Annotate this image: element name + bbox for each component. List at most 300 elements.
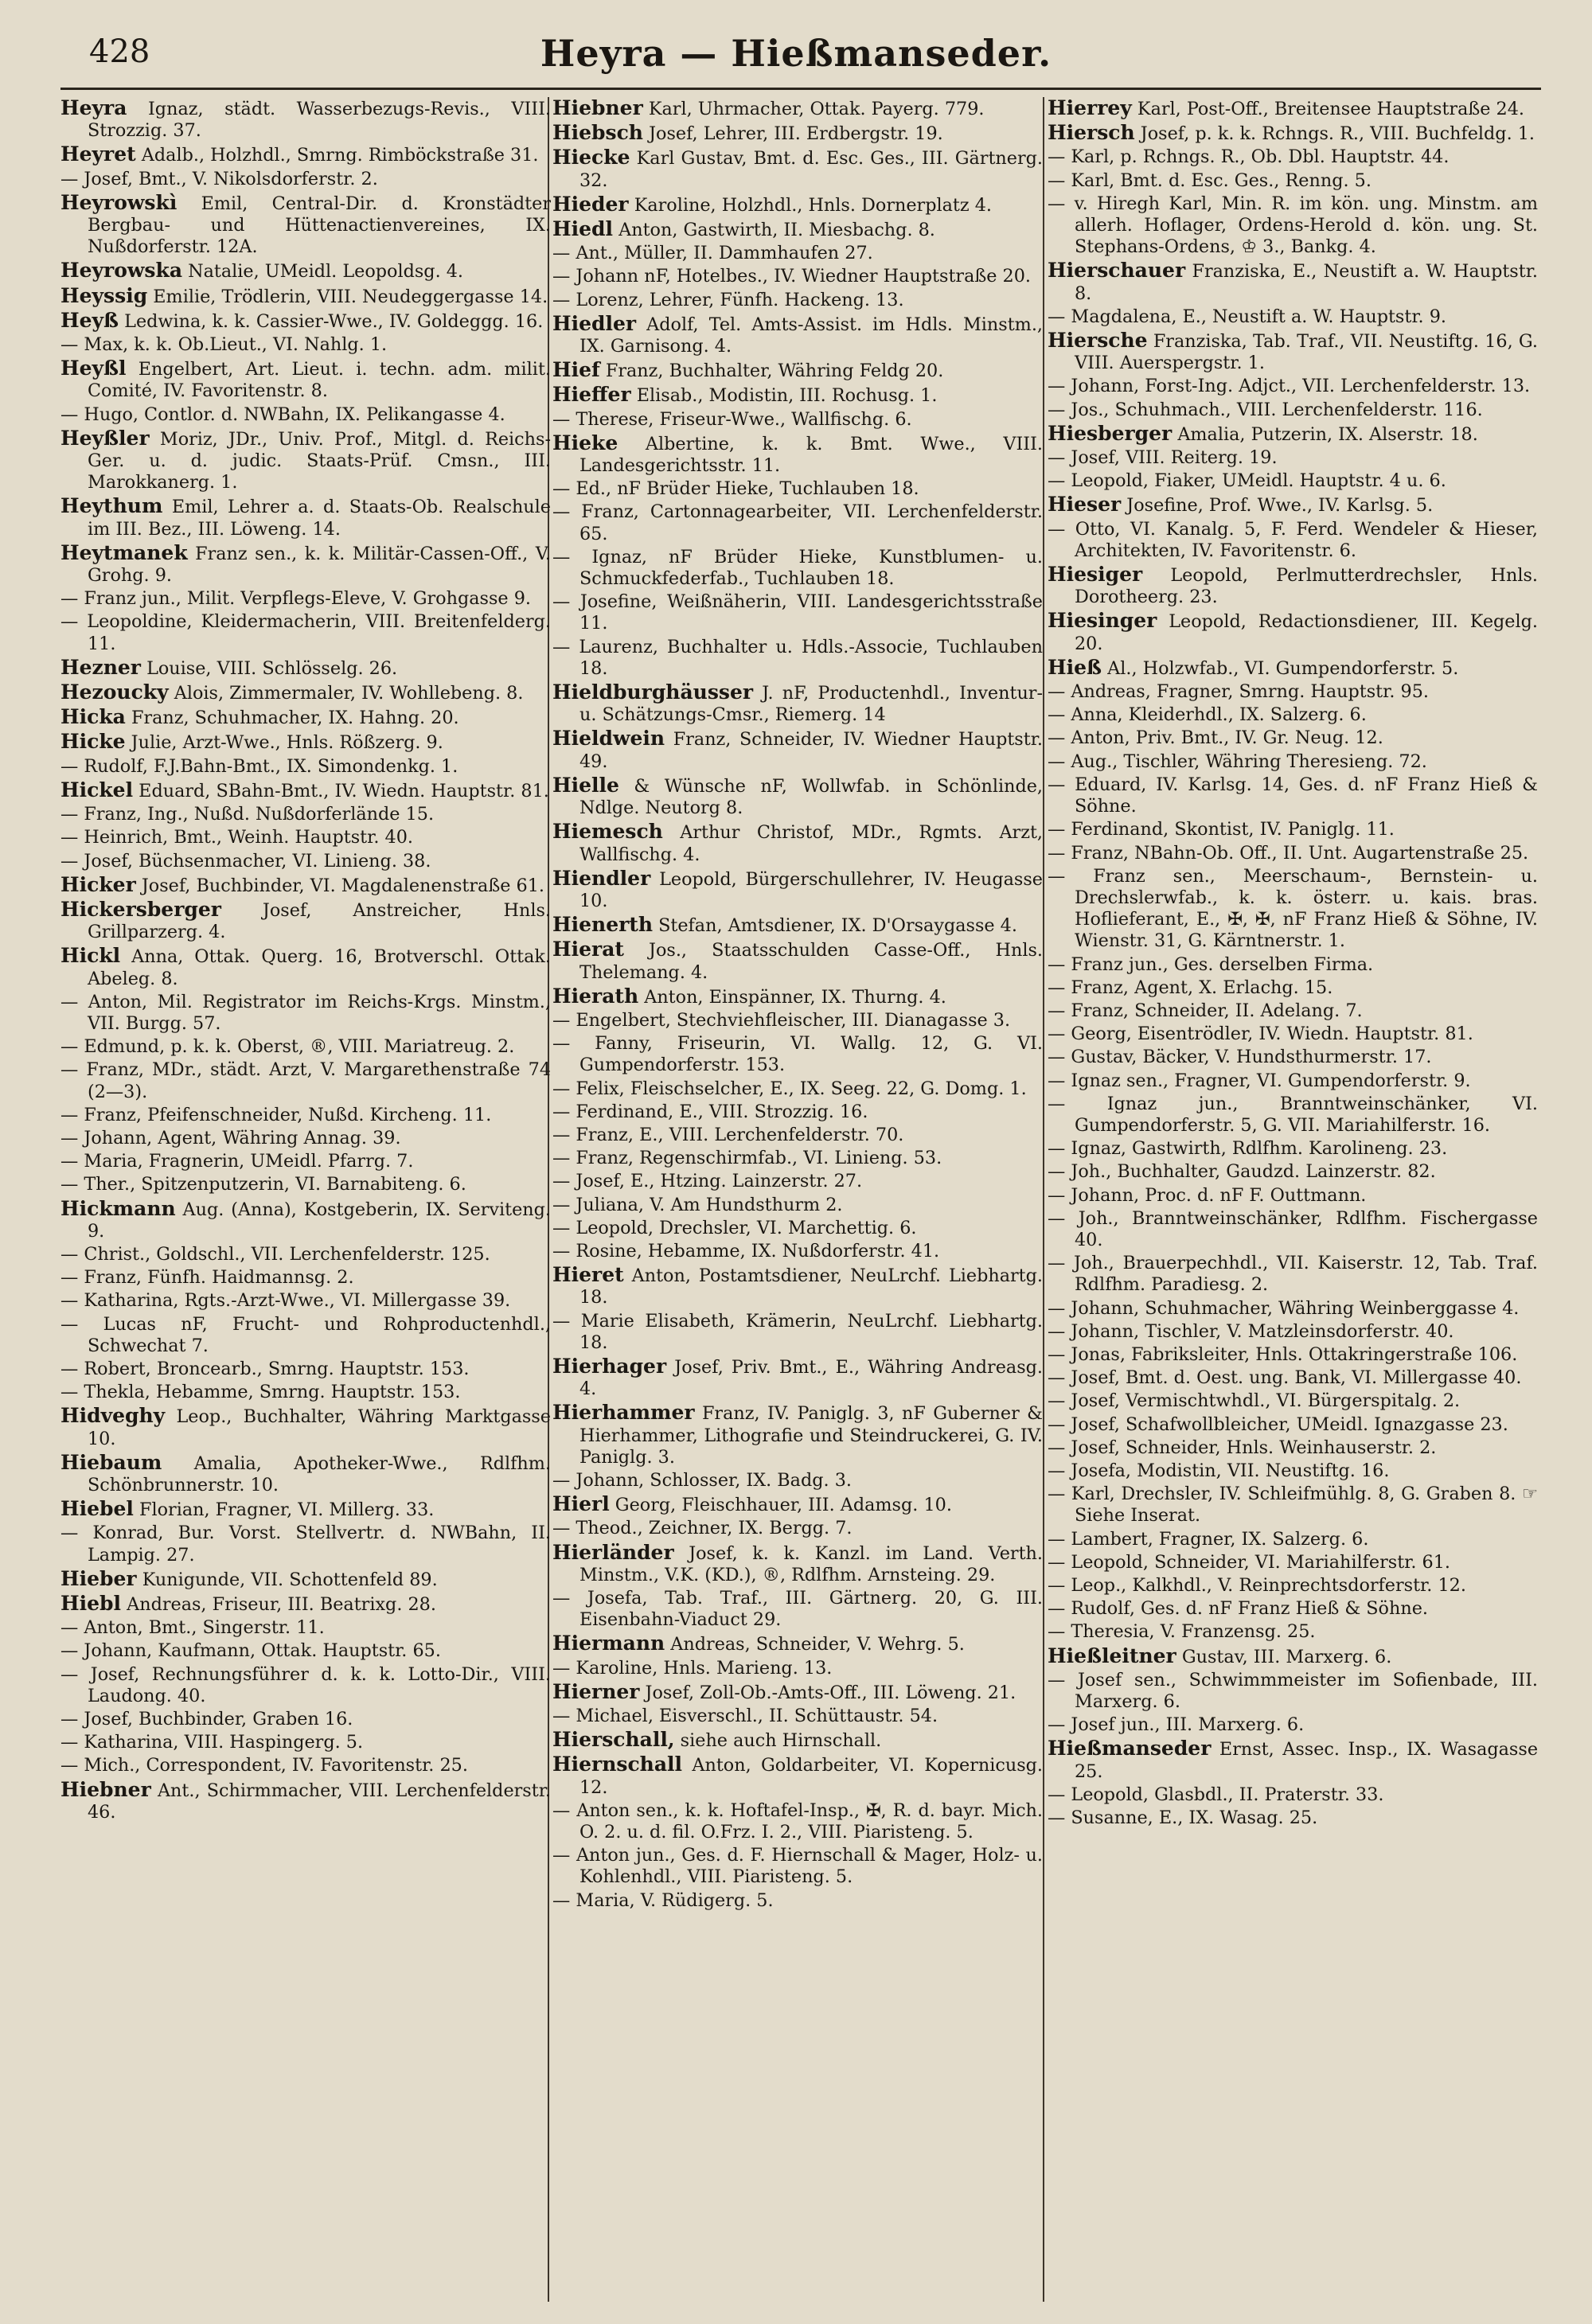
entry-details: Louise, VIII. Schlösselg. 26. [146,657,398,679]
entry-details: Josef, k. k. Kanzl. im Land. Verth. Minstm., V.K. (KD.), ®, Rdlfhm. Arnsteing. 29. [579,1542,1043,1585]
directory-entry [60,756,551,778]
directory-entry [552,1800,1043,1843]
entry-surname: Hieder [552,192,629,216]
entry-details: — Lambert, Fragner, IX. Salzerg. 6. [1048,1528,1369,1550]
entry-details: & Wünsche nF, Wollwfab. in Schönlinde, Ndlge. Neutorg 8. [579,775,1043,819]
entry-details: — Josef, Schneider, Hnls. Weinhauserstr. 2. [1048,1437,1437,1458]
directory-entry [60,143,551,166]
directory-entry [60,169,551,190]
entry-details: Aug. (Anna), Kostgeberin, IX. Serviteng. 9. [88,1199,551,1242]
directory-entry [60,945,551,989]
entry-details: Julie, Arzt-Wwe., Hnls. Rößzerg. 9. [131,732,443,754]
entry-details: — Josef, E., Htzing. Lainzerstr. 27. [552,1171,863,1192]
entry-details: Leop., Buchhalter, Währing Marktgasse 10. [88,1406,551,1449]
entry-details: Franz, Buchhalter, Währing Feldg 20. [605,361,944,382]
entry-surname: Hickel [60,778,134,801]
directory-entry [1048,1321,1538,1343]
entry-details: Franziska, E., Neustift a. W. Hauptstr. 8. [1075,261,1538,304]
entry-details: — Josefa, Tab. Traf., III. Gärtnerg. 20, G. III. Eisenbahn-Viaduct 29. [552,1588,1043,1631]
directory-entry [1048,866,1538,953]
directory-entry [552,774,1043,819]
entry-details: — Leopold, Fiaker, UMeidl. Hauptstr. 4 u. 6. [1048,470,1446,492]
entry-details: — Josef, Vermischtwhdl., VI. Bürgerspitalg. 2. [1048,1390,1461,1412]
directory-entry [552,1470,1043,1491]
directory-entry [552,1102,1043,1123]
entry-details: — Johann, Tischler, V. Matzleinsdorferstr. 40. [1048,1320,1454,1342]
column-2 [552,97,1043,2302]
directory-entry [552,1753,1043,1798]
entry-surname: Hierschall, [552,1728,675,1752]
directory-entry [1048,563,1538,608]
directory-entry [60,1593,551,1616]
directory-entry [1048,1414,1538,1436]
directory-entry [1048,774,1538,817]
entry-details: — Franz, Cartonnagearbeiter, VII. Lerchenfelderstr. 65. [552,501,1043,544]
directory-entry [60,1523,551,1566]
entry-surname: Hiebl [60,1592,122,1615]
page-number: 428 [89,33,150,70]
directory-entry [1048,1161,1538,1183]
directory-entry [60,827,551,848]
entry-details: Amalia, Apotheker-Wwe., Rdlfhm. Schönbrunnerstr. 10. [88,1452,551,1495]
directory-entry [552,1493,1043,1516]
entry-surname: Hierländer [552,1540,674,1564]
entry-details: — Johann, Agent, Währing Annag. 39. [60,1127,401,1148]
entry-surname: Hießmanseder [1048,1737,1212,1761]
directory-entry [60,1709,551,1730]
entry-details: — Robert, Broncearb., Smrng. Hauptstr. 153. [60,1358,470,1379]
entry-details: — Franz, Schneider, II. Adelang. 7. [1048,1000,1363,1021]
directory-entry [60,1498,551,1521]
entry-details: — Josefine, Weißnäherin, VIII. Landesgerichtsstraße 11. [552,591,1043,634]
entry-details: siehe auch Hirnschall. [680,1730,882,1752]
entry-details: — Christ., Goldschl., VII. Lerchenfelderstr. 125. [60,1243,490,1265]
entry-surname: Hiedler [552,311,637,335]
directory-entry [60,992,551,1035]
entry-surname: Hierrey [1048,97,1132,119]
entry-details: — Marie Elisabeth, Krämerin, NeuLrchf. Liebhartg. 18. [552,1310,1043,1353]
entry-surname: Hieret [552,1263,624,1287]
entry-details: — Ed., nF Brüder Hieke, Tuchlauben 18. [552,478,919,500]
entry-surname: Hezner [60,655,141,679]
entry-surname: Hieffer [552,383,631,407]
entry-surname: Hiermann [552,1632,665,1655]
entry-surname: Hickl [60,944,121,968]
directory-entry [1048,470,1538,492]
entry-surname: Heyssig [60,283,148,307]
entry-details: — Theod., Zeichner, IX. Bergg. 7. [552,1518,853,1539]
entry-details: Josef, Priv. Bmt., E., Währing Andreasg. 4. [579,1356,1043,1400]
directory-entry [60,1755,551,1776]
entry-surname: Hierat [552,938,624,961]
directory-entry [1048,1621,1538,1643]
directory-entry [552,1078,1043,1100]
directory-entry [552,985,1043,1008]
directory-entry [1048,1390,1538,1412]
entry-details: — Franz, Pfeifenschneider, Nußd. Kircheng. 11. [60,1104,492,1125]
entry-details: — Susanne, E., IX. Wasag. 25. [1048,1807,1318,1829]
entry-details: — Leopold, Glasbdl., II. Praterstr. 33. [1048,1784,1384,1805]
directory-entry [1048,1344,1538,1366]
directory-entry [60,851,551,872]
entry-details: — Lorenz, Lehrer, Fünfh. Hackeng. 13. [552,289,904,310]
entry-details: — Fanny, Friseurin, VI. Wallg. 12, G. VI. Gumpendorferstr. 153. [552,1033,1043,1076]
entry-details: Josef, Buchbinder, VI. Magdalenenstraße 61. [141,875,544,896]
entry-details: Karl, Uhrmacher, Ottak. Payerg. 779. [648,99,985,119]
entry-surname: Hiedl [552,217,614,241]
directory-entry [60,1151,551,1172]
entry-details: — Rosine, Hebamme, IX. Nußdorferstr. 41. [552,1240,940,1261]
entry-surname: Heyrowskì [60,190,178,214]
directory-entry [552,938,1043,983]
entry-surname: Hieser [1048,493,1122,517]
entry-surname: Hieldburghäusser [552,680,754,704]
directory-entry [552,478,1043,500]
directory-entry [552,1171,1043,1192]
directory-entry [1048,376,1538,397]
entry-details: Jos., Staatsschulden Casse-Off., Hnls. Thelemang. 4. [579,940,1043,983]
directory-entry [60,1290,551,1312]
entry-details: — Katharina, Rgts.-Arzt-Wwe., VI. Millergasse 39. [60,1290,511,1312]
entry-surname: Hickersberger [60,897,221,921]
directory-entry [1048,146,1538,168]
entry-surname: Heythum [60,494,163,518]
directory-entry [552,1241,1043,1262]
directory-entry [60,1617,551,1639]
directory-entry [1048,493,1538,517]
directory-entry [552,1890,1043,1912]
entry-surname: Hieß [1048,655,1102,679]
entry-details: Karl, Post-Off., Breitensee Hauptstraße 24. [1137,99,1524,119]
entry-details: Arthur Christof, MDr., Rgmts. Arzt, Wallfischg. 4. [579,822,1043,865]
directory-entry [60,1359,551,1380]
directory-entry [60,495,551,540]
directory-entry [552,1632,1043,1655]
entry-details: Alois, Zimmermaler, IV. Wohllebeng. 8. [174,683,524,704]
entry-details: — Johann, Schuhmacher, Währing Weinberggasse 4. [1048,1297,1520,1319]
entry-details: Anna, Ottak. Querg. 16, Brotverschl. Ottak. Abeleg. 8. [88,946,551,989]
entry-details: Kunigunde, VII. Schottenfeld 89. [142,1569,438,1590]
directory-entry [1048,977,1538,999]
directory-entry [1048,447,1538,469]
entry-details: Josef, Lehrer, III. Erdbergstr. 19. [649,123,943,145]
entry-details: — Franz, Regenschirmfab., VI. Linieng. 53. [552,1148,942,1169]
directory-entry [552,1681,1043,1704]
directory-entry [1048,1552,1538,1573]
directory-entry [552,1542,1043,1586]
entry-details: Franziska, Tab. Traf., VII. Neustiftg. 16, G. VIII. Auerspergstr. 1. [1075,331,1538,374]
entry-details: — Josef jun., III. Marxerg. 6. [1048,1714,1305,1736]
entry-details: — Ther., Spitzenputzerin, VI. Barnabiteng. 6. [60,1174,466,1195]
entry-details: Amalia, Putzerin, IX. Alserstr. 18. [1177,423,1478,445]
entry-details: Emil, Central-Dir. d. Kronstädter Bergbau- und Hüttenactienvereines, IX. Nußdorferstr. 12A. [88,193,551,258]
entry-details: — Karl, Drechsler, IV. Schleifmühlg. 8, G. Graben 8. ☞ Siehe Inserat. [1048,1484,1538,1527]
entry-details: Ignaz, städt. Wasserbezugs-Revis., VIII. Strozzig. 37. [88,99,551,142]
entry-details: — Edmund, p. k. k. Oberst, ®, VIII. Mariatreug. 2. [60,1036,515,1058]
directory-entry [552,193,1043,216]
entry-details: — Ferdinand, Skontist, IV. Paniglg. 11. [1048,819,1395,840]
entry-details: Albertine, k. k. Bmt. Wwe., VIII. Landesgerichtsstr. 11. [579,433,1043,477]
entry-details: — Johann, Proc. d. nF F. Outtmann. [1048,1184,1367,1206]
entry-surname: Hiebaum [60,1450,162,1474]
entry-details: — Josef, VIII. Reiterg. 19. [1048,447,1278,469]
entry-surname: Heyret [60,142,136,166]
directory-entry [552,727,1043,772]
entry-details: — Johann, Schlosser, IX. Badg. 3. [552,1469,852,1491]
entry-surname: Hiersch [1048,121,1135,145]
entry-details: Leopold, Bürgerschullehrer, IV. Heugasse 10. [579,868,1043,911]
directory-entry [552,122,1043,145]
entry-details: — Michael, Eisverschl., II. Schüttaustr. 54. [552,1706,938,1727]
directory-entry [1048,1460,1538,1482]
entry-surname: Hierl [552,1492,610,1516]
entry-surname: Hierhager [552,1354,667,1378]
entry-surname: Hiesiger [1048,563,1143,587]
entry-surname: Heyßler [60,426,150,450]
entry-details: Al., Holzwfab., VI. Gumpendorferstr. 5. [1107,657,1459,679]
directory-entry [1048,1367,1538,1389]
entry-surname: Hiesberger [1048,421,1173,445]
entry-details: Leopold, Redactionsdiener, III. Kegelg. 20. [1075,611,1538,654]
entry-surname: Heyß [60,308,119,332]
directory-entry [552,914,1043,937]
directory-entry [60,779,551,802]
directory-entry [1048,727,1538,749]
directory-entry [552,1195,1043,1216]
entry-details: — Joh., Brauerpechhdl., VII. Kaiserstr. 12, Tab. Traf. Rdlfhm. Paradiesg. 2. [1048,1253,1538,1296]
directory-entry [60,706,551,729]
directory-entry [1048,657,1538,680]
entry-details: Gustav, III. Marxerg. 6. [1181,1646,1392,1667]
directory-entry [552,1355,1043,1400]
entry-details: — Jonas, Fabriksleiter, Hnls. Ottakringerstraße 106. [1048,1343,1518,1365]
entry-surname: Heytmanek [60,540,188,564]
entry-details: — Franz, NBahn-Ob. Off., II. Unt. Augartenstraße 25. [1048,842,1529,864]
entry-details: — Franz, MDr., städt. Arzt, V. Margarethenstraße 74 (2—3). [60,1059,551,1102]
directory-entry [60,1452,551,1496]
directory-entry [60,1128,551,1149]
directory-entry [1048,704,1538,726]
entry-surname: Hiemesch [552,820,663,844]
entry-details: — Juliana, V. Am Hundsthurm 2. [552,1194,843,1215]
directory-entry [60,1779,551,1823]
entry-surname: Heyrowska [60,259,183,283]
entry-surname: Hiebner [60,1777,151,1801]
directory-entry [1048,1070,1538,1092]
directory-entry [1048,819,1538,840]
entry-surname: Hidveghy [60,1404,166,1428]
entry-surname: Hickmann [60,1196,176,1220]
entry-details: — Ignaz, nF Brüder Hieke, Kunstblumen- u. Schmuckfederfab., Tuchlauben 18. [552,546,1043,590]
directory-entry [1048,1598,1538,1620]
entry-surname: Hießleitner [1048,1644,1176,1667]
entry-details: — Mich., Correspondent, IV. Favoritenstr. 25. [60,1755,468,1776]
entry-details: — Lucas nF, Frucht- und Rohproductenhdl., Schwechat 7. [60,1313,551,1356]
entry-details: — Theresia, V. Franzensg. 25. [1048,1621,1316,1643]
entry-details: — Leopold, Drechsler, VI. Marchettig. 6. [552,1217,917,1238]
entry-details: Franz, Schneider, IV. Wiedner Hauptstr. 49. [579,729,1043,772]
entry-details: Ant., Schirmmacher, VIII. Lerchenfelderstr. 46. [88,1780,551,1823]
entry-details: Andreas, Friseur, III. Beatrixg. 28. [127,1594,436,1615]
directory-entry [1048,1208,1538,1251]
directory-entry [552,266,1043,287]
directory-entry [1048,519,1538,562]
entry-details: — Gustav, Bäcker, V. Hundsthurmerstr. 17. [1048,1047,1432,1068]
entry-details: — Hugo, Contlor. d. NWBahn, IX. Pelikangasse 4. [60,404,505,425]
directory-entry [60,1174,551,1195]
directory-entry [60,1732,551,1753]
page-header [0,33,1592,89]
directory-entry [60,731,551,754]
entry-surname: Hiebel [60,1497,134,1521]
entry-details: Natalie, UMeidl. Leopoldsg. 4. [188,261,464,283]
entry-details: — Josef, Büchsenmacher, VI. Linieng. 38. [60,850,431,872]
entry-details: — Johann nF, Hotelbes., IV. Wiedner Hauptstraße 20. [552,266,1032,287]
entry-details: Franz, IV. Paniglg. 3, nF Guberner & Hierhammer, Lithografie und Steindruckerei, G. IV. Paniglg. 3. [579,1403,1043,1468]
directory-entry [1048,751,1538,773]
entry-details: Andreas, Schneider, V. Wehrg. 5. [670,1634,965,1655]
entry-details: Anton, Postamtsdiener, NeuLrchf. Liebhartg. 18. [579,1265,1043,1308]
entry-details: — Aug., Tischler, Währing Theresieng. 72. [1048,751,1427,772]
entry-surname: Hierath [552,984,639,1008]
directory-entry [552,681,1043,726]
entry-details: — Thekla, Hebamme, Smrng. Hauptstr. 153. [60,1382,461,1403]
entry-details: — Josefa, Modistin, VII. Neustiftg. 16. [1048,1460,1390,1481]
directory-entry [1048,1138,1538,1160]
directory-entry [1048,97,1538,120]
entry-details: — Leopold, Schneider, VI. Mariahilferstr. 61. [1048,1551,1451,1573]
entry-details: — Georg, Eisentrödler, IV. Wiedn. Hauptstr. 81. [1048,1024,1473,1045]
entry-details: Josef, Anstreicher, Hnls. Grillparzerg. 4. [88,899,551,943]
directory-entry [60,259,551,283]
directory-entry [60,1105,551,1126]
entry-surname: Hiebsch [552,121,643,145]
directory-entry [60,310,551,333]
directory-entry [552,97,1043,120]
directory-entry [552,313,1043,357]
entry-surname: Hierschauer [1048,259,1186,283]
entry-details: — Felix, Fleischselcher, E., IX. Seeg. 22, G. Domg. 1. [552,1078,1027,1099]
entry-details: Adalb., Holzhdl., Smrng. Rimböckstraße 31. [141,145,539,166]
directory-entry [552,1033,1043,1076]
directory-entry [60,874,551,897]
entry-details: — Josef, Bmt., V. Nikolsdorferstr. 2. [60,168,378,189]
entry-details: — Anton, Mil. Registrator im Reichs-Krgs. Minstm., VII. Burgg. 57. [60,991,551,1034]
directory-entry [1048,1484,1538,1527]
entry-details: — Joh., Buchhalter, Gaudzd. Lainzerstr. 82. [1048,1161,1436,1183]
entry-details: — Therese, Friseur-Wwe., Wallfischg. 6. [552,408,912,430]
directory-entry [552,591,1043,634]
directory-entry [1048,423,1538,446]
directory-entry [552,547,1043,590]
directory-entry [60,1267,551,1289]
directory-entry [1048,193,1538,259]
directory-entry [1048,1094,1538,1137]
directory-entry [1048,400,1538,421]
entry-surname: Hezoucky [60,680,169,704]
directory-entry [1048,1253,1538,1296]
entry-details: — Josef, Schafwollbleicher, UMeidl. Ignazgasse 23. [1048,1414,1508,1435]
directory-entry [552,1148,1043,1169]
entry-details: — Leopoldine, Kleidermacherin, VIII. Breitenfelderg. 11. [60,611,551,654]
directory-entry [1048,1298,1538,1320]
directory-entry [1048,1185,1538,1207]
directory-entry [1048,1807,1538,1829]
entry-details: — Ignaz sen., Fragner, VI. Gumpendorferstr. 9. [1048,1070,1471,1091]
entry-details: Josef, p. k. k. Rchngs. R., VIII. Buchfeldg. 1. [1140,123,1535,145]
directory-entry [552,243,1043,264]
entry-details: — Anton sen., k. k. Hoftafel-Insp., ✠, R. d. bayr. Mich. O. 2. u. d. fil. O.Frz. I. 2., VIII. Piaristeng. 5. [552,1800,1043,1843]
entry-details: Eduard, SBahn-Bmt., IV. Wiedn. Hauptstr. 81. [139,780,549,801]
directory-entry [552,1218,1043,1239]
directory-entry [60,1036,551,1058]
entry-details: Karoline, Holzhdl., Hnls. Dornerplatz 4. [634,194,992,216]
directory-entry [552,1729,1043,1752]
directory-entry [552,409,1043,431]
entry-details: — Eduard, IV. Karlsg. 14, Ges. d. nF Franz Hieß & Söhne. [1048,774,1538,817]
entry-details: — Josef, Rechnungsführer d. k. k. Lotto-Dir., VIII. Laudong. 40. [60,1663,551,1706]
entry-details: — Katharina, VIII. Haspingerg. 5. [60,1732,364,1753]
entry-surname: Hicke [60,730,126,754]
directory-entry [552,1311,1043,1354]
entry-surname: Hiendler [552,866,651,890]
page-title: Heyra — Hießmanseder. [540,32,1052,75]
entry-details: — Franz, E., VIII. Lerchenfelderstr. 70. [552,1124,904,1145]
directory-entry [1048,1737,1538,1782]
entry-details: — Ferdinand, E., VIII. Strozzig. 16. [552,1101,868,1122]
entry-surname: Hief [552,358,600,382]
directory-entry [1048,1000,1538,1022]
entry-details: Josef, Zoll-Ob.-Amts-Off., III. Löweng. 21. [645,1682,1016,1703]
entry-details: — Franz jun., Milit. Verpflegs-Eleve, V. Grohgasse 9. [60,588,531,610]
entry-details: Josefine, Prof. Wwe., IV. Karlsg. 5. [1126,495,1434,517]
entry-details: — Josef, Bmt. d. Oest. ung. Bank, VI. Millergasse 40. [1048,1367,1522,1389]
entry-details: — Josef sen., Schwimmmeister im Sofienbade, III. Marxerg. 6. [1048,1669,1538,1713]
entry-details: — v. Hiregh Karl, Min. R. im kön. ung. Minstm. am allerh. Hoflager, Ordens-Herold d. kön. ung. St. Stephans-Ordens, ♔ 3., Bankg. 4. [1048,193,1538,258]
entry-details: — Karl, p. Rchngs. R., Ob. Dbl. Hauptstr. 44. [1048,146,1450,168]
directory-entry [60,804,551,825]
entry-details: — Anton, Bmt., Singerstr. 11. [60,1617,325,1639]
entry-details: — Franz, Fünfh. Haidmannsg. 2. [60,1267,354,1289]
directory-entry [1048,1024,1538,1045]
directory-entry [60,1640,551,1662]
directory-entry [1048,1670,1538,1713]
entry-details: Franz, Schuhmacher, IX. Hahng. 20. [131,708,459,729]
directory-entry [552,1518,1043,1539]
directory-entry [1048,610,1538,654]
entry-details: — Max, k. k. Ob.Lieut., VI. Nahlg. 1. [60,334,388,356]
directory-entry [60,1059,551,1102]
entry-details: Anton, Einspänner, IX. Thurng. 4. [644,986,946,1008]
directory-entry [1048,1047,1538,1068]
entry-details: Georg, Fleischhauer, III. Adamsg. 10. [615,1495,952,1516]
entry-details: — Anton, Priv. Bmt., IV. Gr. Neug. 12. [1048,727,1383,749]
directory-entry [552,1658,1043,1679]
directory-entry [552,501,1043,544]
entry-surname: Hieke [552,431,618,454]
entry-details: — Leop., Kalkhdl., V. Reinprechtsdorferstr. 12. [1048,1575,1466,1596]
entry-details: — Maria, Fragnerin, UMeidl. Pfarrg. 7. [60,1151,414,1172]
entry-details: — Rudolf, Ges. d. nF Franz Hieß & Söhne. [1048,1598,1428,1620]
header-rule [60,88,1541,90]
directory-entry [1048,306,1538,328]
entry-details: Karl Gustav, Bmt. d. Esc. Ges., III. Gärtnerg. 32. [579,148,1043,191]
entry-surname: Hielle [552,773,619,797]
directory-entry [1048,259,1538,304]
directory-entry [1048,681,1538,703]
directory-entry [60,1314,551,1357]
directory-entry [60,681,551,704]
